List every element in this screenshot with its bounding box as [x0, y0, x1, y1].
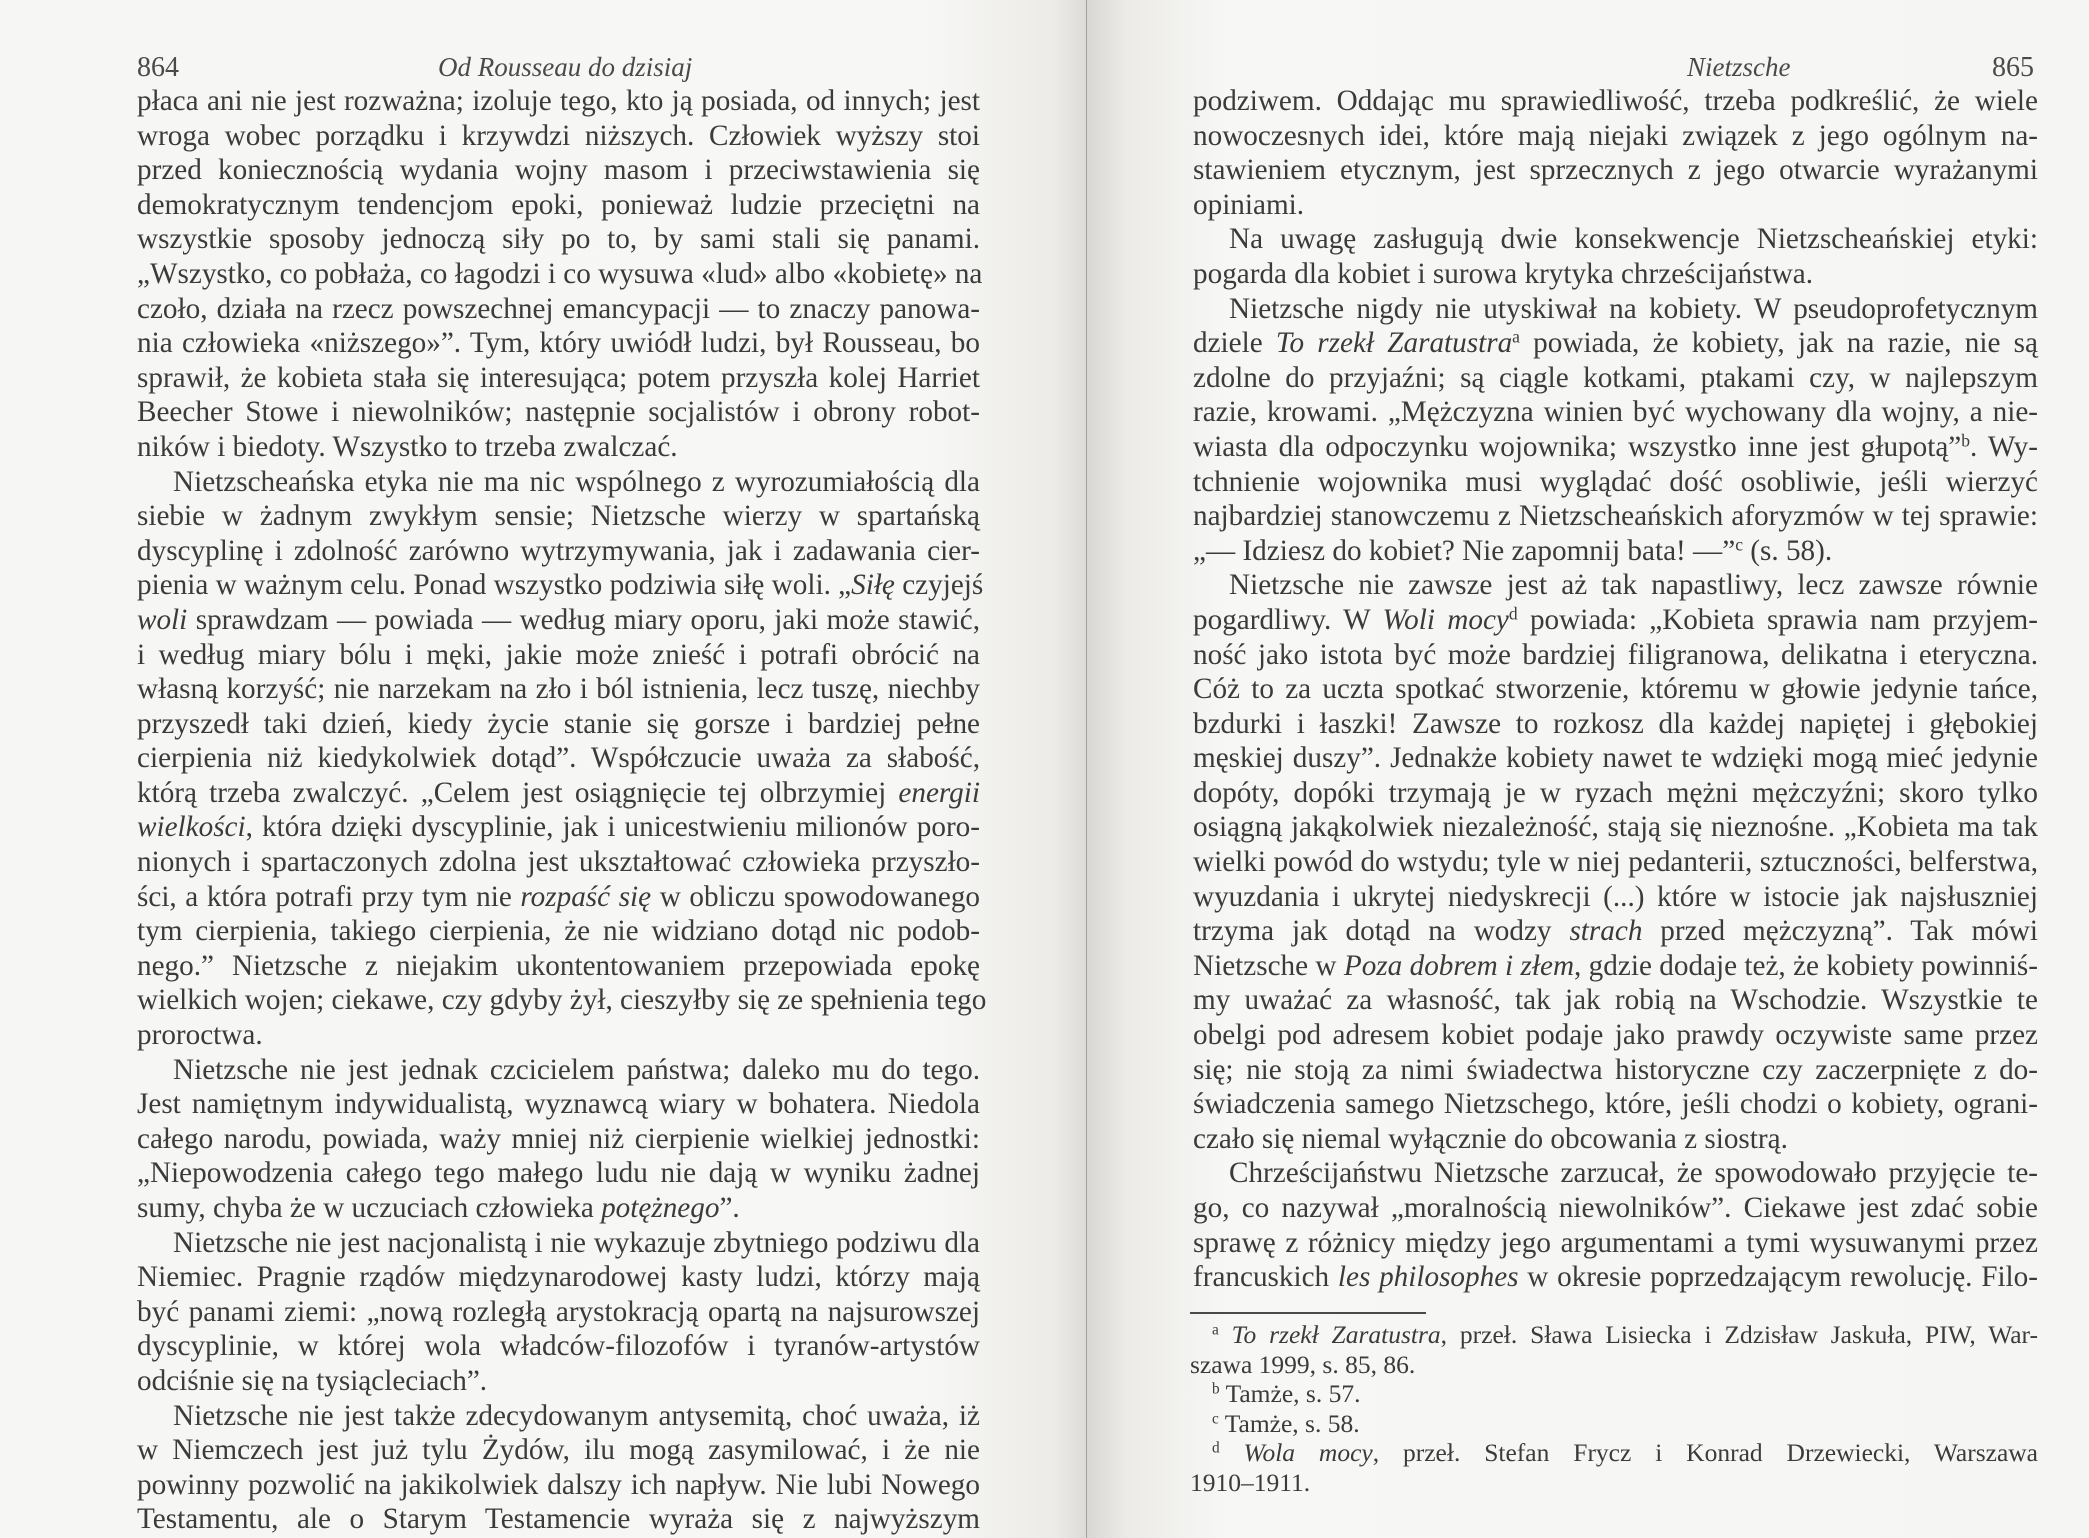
text-line: sprawił, że kobieta stała się interesująca; potem przyszła kolej Harriet [137, 361, 980, 394]
italic-text: energii [898, 776, 980, 809]
footnote [1190, 1320, 2038, 1379]
text-line: zdolne do przyjaźni; są ciągle kotkami, ptakami czy, w najlepszym [1193, 361, 2038, 394]
text-line: pogardliwy. W Woli mocy$^d$ powiada: „Kobieta sprawia nam przyjem- [1193, 603, 2038, 636]
text-line: wiasta dla odpoczynku wojownika; wszystko inne jest głupotą”$^b$. Wy- [1193, 430, 2038, 463]
page-number-left: 864 [137, 52, 179, 83]
text-line: woli sprawdzam — powiada — według miary oporu, jaki może stawić, [137, 603, 980, 636]
text-line: „Niepowodzenia całego tego małego ludu nie dają w wyniku żadnej [137, 1157, 980, 1190]
body-text-left [137, 84, 987, 1537]
italic-text: Poza dobrem i złem [1343, 949, 1575, 982]
page-number-right: 865 [1992, 52, 2034, 83]
text-line: najbardziej stanowczemu z Nietzscheańskich aforyzmów w tej sprawie: [1193, 500, 2038, 533]
text-line: przed koniecznością wydania wojny masom i przeciwstawienia się [137, 154, 980, 187]
text-line: powinny pozwolić na jakikolwiek dalszy ich napływ. Nie lubi Nowego [137, 1468, 980, 1501]
text-line: Nietzsche nigdy nie utyskiwał na kobiety. W pseudoprofetycznym [1229, 292, 2038, 325]
italic-text: les philosophes [1337, 1261, 1519, 1294]
text-line: trzyma jak dotąd na wodzy strach przed mężczyzną”. Tak mówi [1193, 915, 2039, 948]
footnote-line: $^a$ To rzekł Zaratustra, przeł. Sława Lisiecka i Zdzisław Jaskuła, PIW, War- [1212, 1320, 2039, 1349]
text-line: Testamentu, ale o Starym Testamencie wyraża się z najwyższym [137, 1503, 980, 1536]
footnote [1190, 1438, 2038, 1497]
text-line: wroga wobec porządku i krzywdzi niższych. Człowiek wyższy stoi [137, 119, 980, 152]
text-line: Nietzsche nie zawsze jest aż tak napastliwy, lecz zawsze równie [1229, 569, 2038, 602]
italic-text: woli [137, 603, 188, 636]
text-line: cierpienia niż kiedykolwiek dotąd”. Współczucie uważa za słabość, [137, 742, 980, 775]
text-line: siebie w żadnym zwykłym sensie; Nietzsche wierzy w spartańską [137, 500, 980, 533]
footnotes [1190, 1320, 2038, 1497]
text-line: nionych i spartaczonych zdolna jest ukształtować człowieka przyszło- [137, 846, 980, 879]
text-line: świadczenia samego Nietzschego, które, jeśli chodzi o kobiety, ograni- [1193, 1088, 2038, 1121]
text-line: odciśnie się na tysiącleciach”. [137, 1364, 488, 1397]
text-line: i według miary bólu i męki, jakie może znieść i potrafi obrócić na [137, 638, 980, 671]
footnote [1190, 1379, 2038, 1409]
text-line: francuskich les philosophes w okresie poprzedzającym rewolucję. Filo- [1193, 1261, 2038, 1294]
footnote-marker: d [1212, 1439, 1220, 1457]
text-line: dyscyplinie, w której wola władców-filozofów i tyranów-artystów [137, 1330, 980, 1363]
text-line: dyscyplinę i zdolność zarówno wytrzymywania, jak i zadawania cier- [137, 534, 980, 567]
text-line: Nietzscheańska etyka nie ma nic wspólnego z wyrozumiałością dla [173, 465, 980, 498]
body-text-right [1193, 84, 2038, 1295]
footnote [1190, 1409, 2038, 1439]
text-line: pienia w ważnym celu. Ponad wszystko podziwia siłę woli. „Siłę czyjejś [137, 569, 984, 602]
text-line: w Niemczech jest już tylu Żydów, ilu mogą zasymilować, i że nie [137, 1434, 980, 1467]
text-line: Na uwagę zasługują dwie konsekwencje Nietzscheańskiej etyki: [1229, 223, 2038, 256]
text-line: się; nie stoją za nimi świadectwa historyczne czy zaczerpnięte z do- [1193, 1053, 2038, 1086]
italic-text: Woli mocy [1382, 603, 1509, 636]
running-head-left: Od Rousseau do dzisiaj [438, 52, 693, 82]
text-line: demokratycznym tendencjom epoki, ponieważ ludzie przeciętni na [137, 188, 980, 221]
text-line: tchnienie wojownika musi wyglądać dość osobliwie, jeśli wierzyć [1193, 465, 2038, 498]
text-line: osiągną jakąkolwiek niezależność, stają się nieznośne. „Kobieta ma tak [1193, 811, 2038, 844]
text-line: tym cierpienia, takiego cierpienia, że nie widziano dotąd nic podob- [137, 915, 980, 948]
text-line: dziele To rzekł Zaratustra$^a$ powiada, że kobiety, jak na razie, nie są [1193, 326, 2038, 360]
italic-text: wielkości [137, 811, 246, 844]
text-line: sumy, chyba że w uczuciach człowieka potężnego”. [137, 1192, 740, 1224]
text-line: opiniami. [1193, 188, 1305, 221]
footnote-line: $^b$ Tamże, s. 57. [1212, 1379, 1361, 1408]
text-line: przyszedł taki dzień, kiedy życie stanie się gorsze i bardziej pełne [137, 707, 980, 740]
text-line: pogarda dla kobiet i surowa krytyka chrześcijaństwa. [1193, 257, 1814, 290]
text-line: którą trzeba zwalczyć. „Celem jest osiągnięcie tej olbrzymiej energii [137, 776, 980, 809]
footnote-marker: b [1961, 430, 1971, 451]
footnote-marker: a [1512, 326, 1520, 347]
running-head-right: Nietzsche [1687, 52, 1791, 82]
text-line: sprawę z różnicy między jego argumentami a tymi wysuwanymi przez [1193, 1226, 2038, 1259]
text-line: nowoczesnych idei, które mają niejaki związek z jego ogólnym na- [1193, 119, 2038, 152]
text-line: Cóż to za uczta spotkać stworzenie, któremu w głowie jedynie tańce, [1193, 673, 2038, 706]
text-line: własną korzyść; nie narzekam na zło i ból istnienia, lecz tuszę, niechby [137, 673, 980, 706]
italic-text: potężnego [601, 1192, 720, 1224]
text-line: Nietzsche w Poza dobrem i złem, gdzie dodaje też, że kobiety powinniś- [1193, 949, 2039, 982]
footnote-separator [1190, 1312, 1426, 1314]
text-line: proroctwa. [137, 1019, 263, 1052]
text-line: ników i biedoty. Wszystko to trzeba zwalczać. [137, 430, 678, 463]
text-line: razie, krowami. „Mężczyzna winien być wychowany dla wojny, a nie- [1193, 396, 2038, 429]
footnote-marker: c [1735, 534, 1743, 555]
text-line: męskiej duszy”. Jednakże kobiety nawet te wdzięki mogą mieć jedynie [1193, 742, 2038, 775]
text-line: obelgi pod adresem kobiet podaje jako prawdy oczywiste same przez [1193, 1019, 2038, 1052]
text-line: czoło, działa na rzecz powszechnej emancypacji — to znaczy panowa- [137, 292, 980, 325]
footnote-marker: b [1212, 1380, 1220, 1398]
footnote-marker: a [1212, 1321, 1219, 1339]
text-line: wyuzdania i ukrytej niedyskrecji (...) które w istocie jak najsłuszniej [1193, 880, 2038, 913]
italic-text: rozpaść się [520, 880, 652, 913]
footnote-line: $^c$ Tamże, s. 58. [1212, 1408, 1360, 1438]
text-line: Nietzsche nie jest także zdecydowanym antysemitą, choć uważa, iż [173, 1399, 980, 1432]
text-line: czało się niemal wyłącznie do obcowania z siostrą. [1193, 1122, 1788, 1155]
text-line: „— Idziesz do kobiet? Nie zapomnij bata! —”$^c$ (s. 58). [1193, 534, 1833, 567]
footnote-line: 1910–1911. [1190, 1467, 1311, 1497]
footnote-marker: c [1212, 1410, 1219, 1428]
italic-text: strach [1569, 915, 1643, 948]
text-line: nego.” Nietzsche z niejakim ukontentowaniem przepowiada epokę [137, 949, 980, 982]
text-line: podziwem. Oddając mu sprawiedliwość, trzeba podkreślić, że wiele [1193, 85, 2038, 117]
text-line: „Wszystko, co pobłaża, co łagodzi i co wysuwa «lud» albo «kobietę» na [137, 257, 983, 290]
text-line: Chrześcijaństwu Nietzsche zarzucał, że spowodowało przyjęcie te- [1229, 1157, 2038, 1190]
text-line: Beecher Stowe i niewolników; następnie socjalistów i obrony robot- [137, 396, 980, 429]
right-page [1087, 0, 2089, 1538]
text-line: wielkości, która dzięki dyscyplinie, jak i unicestwieniu milionów poro- [137, 811, 980, 844]
italic-text: Wola mocy [1243, 1438, 1373, 1467]
text-line: wszystkie sposoby jednoczą siły po to, by sami stali się panami. [137, 223, 980, 256]
text-line: Nietzsche nie jest jednak czcicielem państwa; daleko mu do tego. [173, 1053, 980, 1086]
text-line: być panami ziemi: „nową rozległą arystokracją opartą na najsurowszej [137, 1295, 980, 1328]
footnote-line: szawa 1999, s. 85, 86. [1190, 1349, 1416, 1379]
text-line: ści, a która potrafi przy tym nie rozpaść się w obliczu spowodowanego [137, 880, 981, 913]
text-line: nia człowieka «niższego»”. Tym, który uwiódł ludzi, był Rousseau, bo [137, 327, 980, 360]
text-line: stawieniem etycznym, jest sprzecznych z jego otwarcie wyrażanymi [1193, 154, 2038, 187]
italic-text: To rzekł Zaratustra [1231, 1320, 1441, 1349]
text-line: go, co nazywał „moralnością niewolników”. Ciekawe jest zdać sobie [1193, 1192, 2038, 1224]
text-line: ność jako istota być może bardziej filigranowa, delikatna i eteryczna. [1193, 638, 2038, 671]
text-line: wielkich wojen; ciekawe, czy gdyby żył, cieszyłby się ze spełnienia tego [137, 984, 987, 1017]
italic-text: To rzekł Zaratustra [1275, 327, 1513, 360]
text-line: Jest namiętnym indywidualistą, wyznawcą wiary w bohatera. Niedola [137, 1088, 980, 1121]
text-line: wielki powód do wstydu; tyle w niej pedanterii, sztuczności, belferstwa, [1193, 846, 2038, 879]
footnote-line: $^d$ Wola mocy, przeł. Stefan Frycz i Konrad Drzewiecki, Warszawa [1212, 1438, 2038, 1467]
text-line: my uważać za własność, tak jak robią na Wschodzie. Wszystkie te [1193, 984, 2038, 1017]
text-line: bzdurki i łaszki! Zawsze to rozkosz dla każdej napiętej i głębokiej [1193, 707, 2038, 740]
text-line: Nietzsche nie jest nacjonalistą i nie wykazuje zbytniego podziwu dla [173, 1226, 980, 1259]
text-line: Niemiec. Pragnie rządów międzynarodowej kasty ludzi, którzy mają [137, 1261, 980, 1294]
text-line: całego narodu, powiada, waży mniej niż cierpienie wielkiej jednostki: [137, 1122, 980, 1155]
footnote-marker: d [1508, 603, 1518, 624]
text-line: dopóty, dopóki trzymają je w ryzach mężni mężczyźni; skoro tylko [1193, 776, 2038, 809]
text-line: płaca ani nie jest rozważna; izoluje tego, kto ją posiada, od innych; jest [137, 85, 980, 117]
italic-text: Siłę [851, 569, 895, 602]
